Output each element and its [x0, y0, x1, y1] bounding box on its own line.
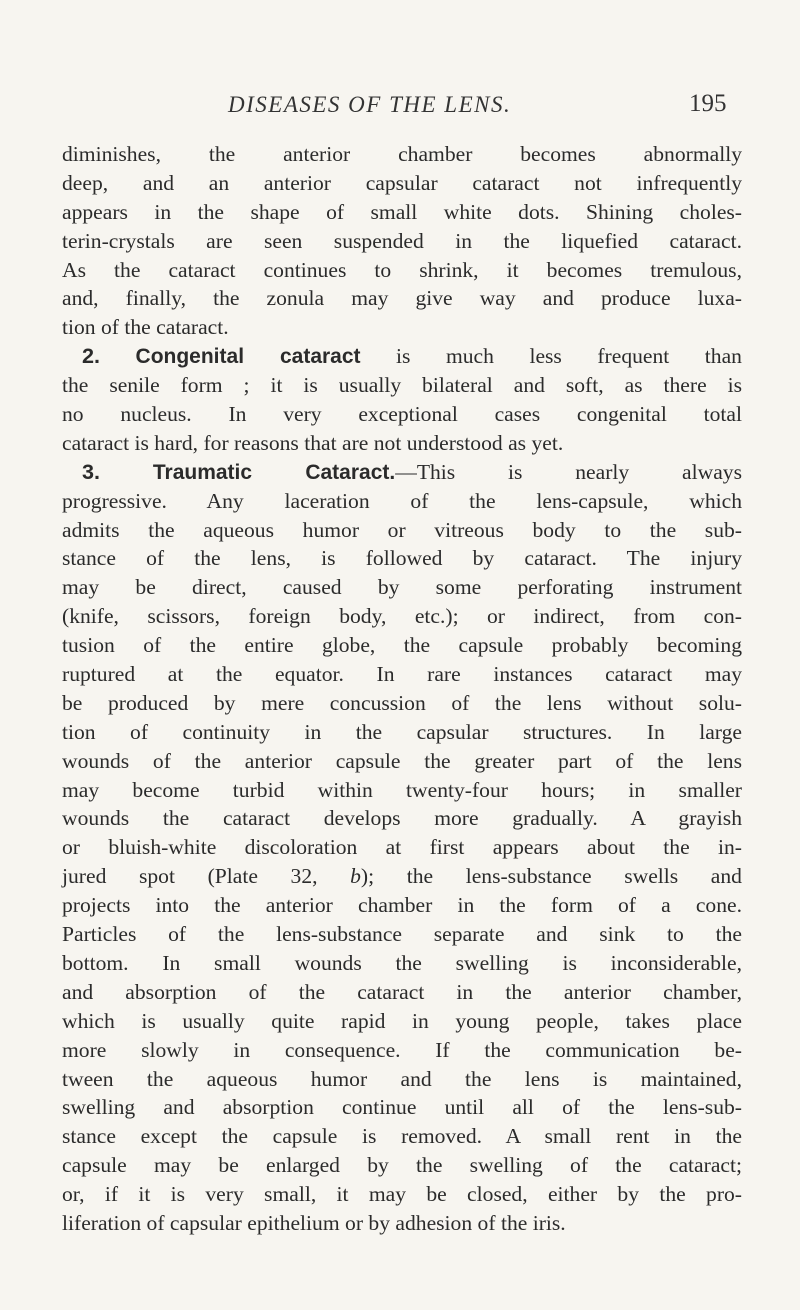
text-line: liferation of capsular epithelium or by adhesion of the iris. — [62, 1210, 566, 1235]
text-line: tusion of the entire globe, the capsule probably becoming — [62, 633, 742, 658]
text-line: capsule may be enlarged by the swelling of the cataract; — [62, 1153, 742, 1178]
text-line: terin-crystals are seen suspended in the liquefied cataract. — [62, 228, 742, 253]
text-line: and, finally, the zonula may give way and produce luxa- — [62, 286, 742, 311]
text-line: may be direct, caused by some perforating instrument — [62, 575, 742, 600]
plate-line-after: ); the lens-substance swells and — [360, 864, 742, 889]
text-line: the senile form ; it is usually bilateral and soft, as there is — [62, 373, 742, 398]
section-number: 3. — [82, 458, 101, 484]
text-line: stance of the lens, is followed by cataract. The injury — [62, 546, 742, 571]
text-line: progressive. Any laceration of the lens-capsule, which — [62, 488, 742, 513]
text-line: more slowly in consequence. If the communication be- — [62, 1037, 742, 1062]
text-line: Particles of the lens-substance separate and sink to the — [62, 922, 742, 947]
text-line: which is usually quite rapid in young people, takes place — [62, 1008, 742, 1033]
text-line: and absorption of the cataract in the anterior chamber, — [62, 979, 742, 1004]
text-line: diminishes, the anterior chamber becomes abnormally — [62, 142, 742, 166]
plate-line-before: jured spot (Plate 32, — [62, 864, 351, 889]
text-line: admits the aqueous humor or vitreous body to the sub- — [62, 517, 742, 542]
text-line: swelling and absorption continue until all of the lens-sub- — [62, 1095, 742, 1120]
body-text — [62, 140, 742, 1238]
text-line: appears in the shape of small white dots. Shining choles- — [62, 199, 742, 224]
section-number: 2. — [82, 343, 101, 369]
text-line: deep, and an anterior capsular cataract not infrequently — [62, 170, 742, 195]
text-line: As the cataract continues to shrink, it becomes tremulous, — [62, 257, 742, 282]
text-line: or bluish-white discoloration at first appears about the in- — [62, 835, 742, 860]
section-heading-rest: —This is nearly always — [395, 459, 743, 484]
text-line: (knife, scissors, foreign body, etc.); or indirect, from con- — [62, 604, 742, 629]
text-line: or, if it is very small, it may be closed, either by the pro- — [62, 1182, 742, 1207]
text-line: ruptured at the equator. In rare instances cataract may — [62, 662, 742, 687]
text-line: tion of the cataract. — [62, 315, 229, 340]
section-heading-line — [62, 342, 742, 371]
plate-reference-line — [62, 862, 742, 891]
text-line: may become turbid within twenty-four hours; in smaller — [62, 777, 742, 802]
section-heading: Traumatic Cataract. — [152, 460, 396, 484]
text-line: be produced by mere concussion of the lens without solu- — [62, 690, 742, 715]
plate-reference-letter: b — [350, 864, 361, 889]
text-line: bottom. In small wounds the swelling is inconsiderable, — [62, 950, 742, 975]
text-line: wounds the cataract develops more gradually. A grayish — [62, 806, 742, 831]
section-heading-rest: is much less frequent than — [396, 344, 742, 369]
running-title: DISEASES OF THE LENS. — [228, 92, 512, 117]
text-line: wounds of the anterior capsule the greater part of the lens — [62, 748, 742, 773]
running-header — [0, 92, 800, 122]
text-line: cataract is hard, for reasons that are not understood as yet. — [62, 430, 564, 455]
section-heading-line — [62, 458, 742, 487]
section-heading: Congenital cataract — [135, 345, 361, 369]
text-line: stance except the capsule is removed. A small rent in the — [62, 1124, 742, 1149]
text-line: tion of continuity in the capsular structures. In large — [62, 719, 742, 744]
text-line: projects into the anterior chamber in the form of a cone. — [62, 893, 742, 918]
page-number: 195 — [689, 90, 727, 117]
text-line: tween the aqueous humor and the lens is maintained, — [62, 1066, 742, 1091]
text-line: no nucleus. In very exceptional cases congenital total — [62, 402, 742, 427]
